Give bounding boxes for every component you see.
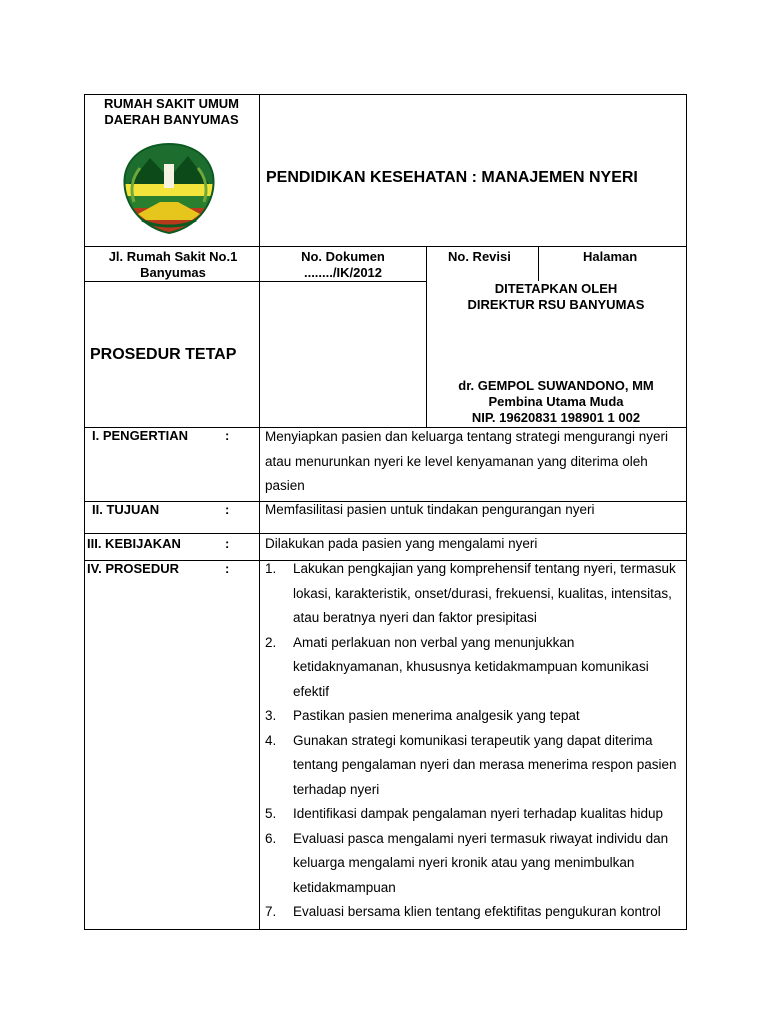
table-rule — [538, 246, 539, 281]
procedure-list — [265, 557, 685, 927]
doc-number-label: No. Dokumen — [301, 249, 385, 264]
revision-label: No. Revisi — [448, 249, 511, 264]
list-item-text: Amati perlakuan non verbal yang menunjukkan ketidaknyamanan, khususnya ketidakmampuan komunikasi efektif — [293, 634, 649, 699]
section-tujuan-label: II. TUJUAN — [92, 502, 160, 517]
section-pengertian-label: I. PENGERTIAN — [92, 428, 189, 443]
procedure-title: PROSEDUR TETAP — [90, 346, 237, 363]
director-nip: NIP. 19620831 198901 1 002 — [471, 410, 641, 425]
list-item-text: Pastikan pasien menerima analgesik yang tepat — [293, 708, 580, 723]
list-item-number: 5. — [265, 806, 277, 821]
list-item-text: Gunakan strategi komunikasi terapeutik yang dapat diterima tentang pengalaman nyeri dan merasa menerima respon pasien terhadap nyeri — [293, 732, 677, 797]
list-item-number: 3. — [265, 708, 277, 723]
director-label: DIREKTUR RSU BANYUMAS — [467, 297, 645, 312]
table-border-top — [84, 94, 687, 95]
set-by-label: DITETAPKAN OLEH — [494, 281, 618, 296]
section-prosedur-label: IV. PROSEDUR — [87, 561, 179, 576]
director-name: dr. GEMPOL SUWANDONO, MM — [458, 378, 654, 393]
list-item-text: Identifikasi dampak pengalaman nyeri terhadap kualitas hidup — [293, 806, 663, 821]
list-item-number: 4. — [265, 732, 277, 748]
table-border-bottom — [84, 929, 687, 930]
section-pengertian-colon: : — [225, 428, 230, 443]
hospital-name: RUMAH SAKIT UMUM DAERAH BANYUMAS — [103, 96, 240, 127]
section-kebijakan-label: III. KEBIJAKAN — [87, 536, 181, 551]
table-rule — [84, 281, 426, 282]
doc-number-value: ......../IK/2012 — [303, 265, 383, 280]
list-item-number: 6. — [265, 830, 277, 846]
list-item-text: Evaluasi pasca mengalami nyeri termasuk riwayat individu dan keluarga mengalami nyeri kronik atau yang menimbulkan ketidakmampuan — [293, 830, 669, 895]
list-item-text: Lakukan pengkajian yang komprehensif tentang nyeri, termasuk lokasi, karakteristik, onset/durasi, frekuensi, kualitas, intensitas, atau beratnya nyeri dan faktor presipitasi — [293, 561, 676, 625]
section-pengertian-text: Menyiapkan pasien dan keluarga tentang strategi mengurangi nyeri atau menurunkan nyeri ke level kenyamanan yang diterima oleh pasien — [265, 429, 669, 493]
list-item-number: 2. — [265, 634, 277, 650]
section-tujuan-colon: : — [225, 502, 230, 517]
page-label: Halaman — [583, 249, 638, 264]
section-kebijakan-text: Dilakukan pada pasien yang mengalami nyeri — [265, 536, 538, 551]
list-item-number: 7. — [265, 904, 277, 919]
section-tujuan-text: Memfasilitasi pasien untuk tindakan pengurangan nyeri — [265, 502, 595, 517]
hospital-address: Jl. Rumah Sakit No.1 Banyumas — [108, 249, 238, 280]
table-rule — [259, 94, 260, 930]
table-border-left — [84, 94, 85, 930]
banyumas-regency-emblem-icon — [120, 140, 218, 236]
section-prosedur-colon: : — [225, 561, 230, 576]
list-item-text: Evaluasi bersama klien tentang efektifitas pengukuran kontrol — [293, 904, 661, 919]
page-title: PENDIDIKAN KESEHATAN : MANAJEMEN NYERI — [266, 169, 638, 186]
list-item-number: 1. — [265, 561, 277, 576]
director-rank: Pembina Utama Muda — [488, 394, 624, 409]
section-kebijakan-colon: : — [225, 536, 230, 551]
table-border-right — [686, 94, 687, 930]
table-rule — [84, 246, 687, 247]
